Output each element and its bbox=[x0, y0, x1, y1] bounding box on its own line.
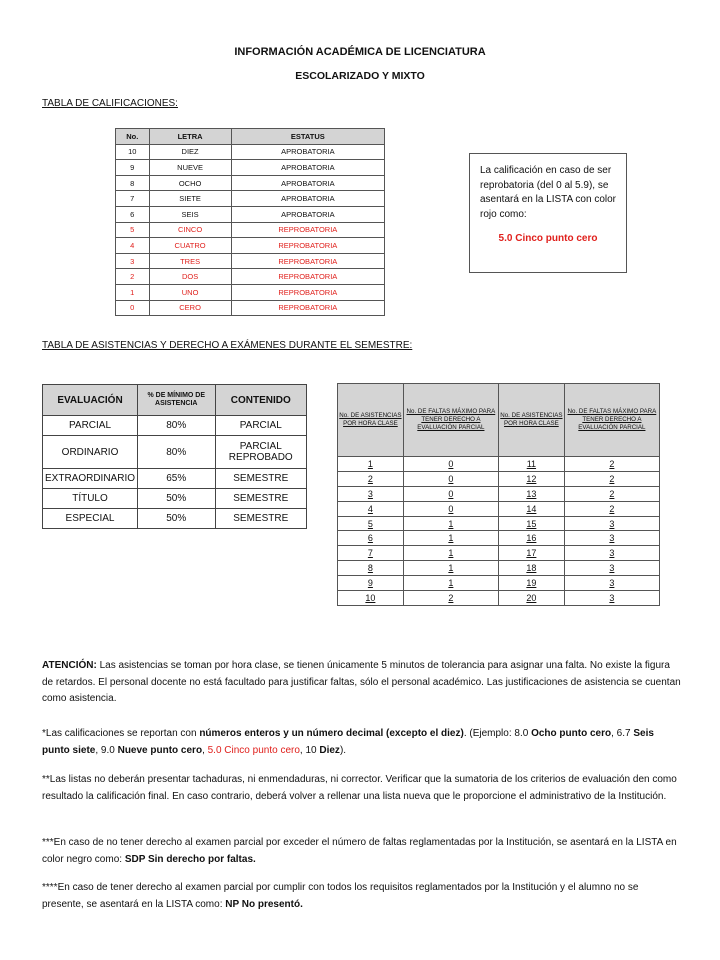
eval-min-attendance: 50% bbox=[138, 489, 215, 509]
att-max-absences-1: 2 bbox=[403, 591, 498, 606]
att-count-2: 20 bbox=[498, 591, 564, 606]
grades-table bbox=[115, 128, 385, 316]
att-max-absences-1: 1 bbox=[403, 546, 498, 561]
eval-row bbox=[43, 509, 307, 529]
grade-letter: DOS bbox=[149, 269, 231, 285]
note3-bold: SDP Sin derecho por faltas. bbox=[124, 853, 256, 865]
grades-row bbox=[116, 253, 385, 269]
att-max-absences-2: 3 bbox=[564, 576, 659, 591]
eval-row bbox=[43, 469, 307, 489]
grades-row bbox=[116, 206, 385, 222]
att-count-2: 14 bbox=[498, 501, 564, 516]
att-count-2: 15 bbox=[498, 516, 564, 531]
note-grades-format bbox=[42, 726, 682, 759]
attendance-row bbox=[338, 591, 660, 606]
grades-row bbox=[116, 160, 385, 176]
grade-status: REPROBATORIA bbox=[231, 269, 384, 285]
att-count-1: 6 bbox=[338, 531, 404, 546]
eval-min-attendance: 80% bbox=[138, 416, 215, 436]
grades-row bbox=[116, 269, 385, 285]
note1-part: , 10 bbox=[299, 744, 320, 756]
attendance-row bbox=[338, 561, 660, 576]
att-max-absences-1: 0 bbox=[403, 501, 498, 516]
grade-status: REPROBATORIA bbox=[231, 238, 384, 254]
att-max-absences-2: 3 bbox=[564, 531, 659, 546]
grade-number: 7 bbox=[116, 191, 150, 207]
grades-row bbox=[116, 191, 385, 207]
attendance-section-heading: TABLA DE ASISTENCIAS Y DERECHO A EXÁMENES DURANTE EL SEMESTRE: bbox=[42, 340, 413, 351]
att-count-2: 12 bbox=[498, 471, 564, 486]
note1-part: , bbox=[202, 744, 208, 756]
eval-row bbox=[43, 489, 307, 509]
grade-letter: CINCO bbox=[149, 222, 231, 238]
grade-letter: TRES bbox=[149, 253, 231, 269]
att-max-absences-1: 1 bbox=[403, 516, 498, 531]
grades-row bbox=[116, 144, 385, 160]
att-header-asistencias-1: No. DE ASISTENCIAS POR HORA CLASE bbox=[338, 384, 404, 457]
att-count-1: 2 bbox=[338, 471, 404, 486]
attendance-table bbox=[337, 383, 660, 606]
grade-number: 3 bbox=[116, 253, 150, 269]
att-count-2: 19 bbox=[498, 576, 564, 591]
att-count-1: 7 bbox=[338, 546, 404, 561]
grades-row bbox=[116, 175, 385, 191]
eval-content: PARCIAL REPROBADO bbox=[215, 436, 307, 469]
att-max-absences-2: 3 bbox=[564, 516, 659, 531]
att-header-asistencias-2: No. DE ASISTENCIAS POR HORA CLASE bbox=[498, 384, 564, 457]
grade-number: 0 bbox=[116, 300, 150, 316]
att-max-absences-2: 3 bbox=[564, 561, 659, 576]
att-max-absences-2: 3 bbox=[564, 546, 659, 561]
att-header-faltas-2: No. DE FALTAS MÁXIMO PARA TENER DERECHO A EVALUACIÓN PARCIAL bbox=[564, 384, 659, 457]
att-max-absences-2: 2 bbox=[564, 501, 659, 516]
grade-number: 10 bbox=[116, 144, 150, 160]
grade-number: 9 bbox=[116, 160, 150, 176]
note-box-text: La calificación en caso de ser reprobatoria (del 0 al 5.9), se asentará en la LISTA con color rojo como: bbox=[480, 165, 617, 220]
grades-row bbox=[116, 222, 385, 238]
note1-part: ). bbox=[339, 744, 347, 756]
att-count-2: 18 bbox=[498, 561, 564, 576]
note1-bold: Seis punto siete bbox=[42, 728, 654, 756]
grade-letter: OCHO bbox=[149, 175, 231, 191]
attendance-row bbox=[338, 546, 660, 561]
att-count-1: 1 bbox=[338, 457, 404, 472]
note-np bbox=[42, 880, 682, 913]
att-count-2: 17 bbox=[498, 546, 564, 561]
grades-row bbox=[116, 300, 385, 316]
grade-number: 1 bbox=[116, 284, 150, 300]
grade-status: REPROBATORIA bbox=[231, 222, 384, 238]
eval-type: ESPECIAL bbox=[43, 509, 138, 529]
grades-header-letra: LETRA bbox=[149, 129, 231, 145]
att-count-1: 3 bbox=[338, 486, 404, 501]
eval-header-evaluacion: EVALUACIÓN bbox=[43, 385, 138, 416]
grade-letter: DIEZ bbox=[149, 144, 231, 160]
grade-letter: SEIS bbox=[149, 206, 231, 222]
att-count-2: 11 bbox=[498, 457, 564, 472]
grade-number: 8 bbox=[116, 175, 150, 191]
note-box-example: 5.0 Cinco punto cero bbox=[498, 233, 598, 244]
note4-text: ****En caso de tener derecho al examen parcial por cumplir con todos los requisitos reglamentados por la Institución y el alumno no se presente, se asentará en la LISTA como: bbox=[42, 882, 639, 910]
grade-letter: SIETE bbox=[149, 191, 231, 207]
note1-part: . (Ejemplo: 8.0 bbox=[463, 728, 532, 739]
eval-min-attendance: 65% bbox=[138, 469, 215, 489]
att-count-1: 5 bbox=[338, 516, 404, 531]
att-count-1: 10 bbox=[338, 591, 404, 606]
note3-text: ***En caso de no tener derecho al examen parcial por exceder el número de faltas reglamentadas por la Institución, se asentará en la LISTA en color negro como: bbox=[42, 837, 677, 865]
note1-part: , 6.7 bbox=[611, 728, 634, 739]
eval-header-asistencia: % DE MÍNIMO DE ASISTENCIA bbox=[138, 385, 215, 416]
grades-row bbox=[116, 238, 385, 254]
evaluation-table bbox=[42, 384, 307, 529]
note1-bold: números enteros y un número decimal (excepto el diez) bbox=[199, 728, 464, 739]
eval-type: ORDINARIO bbox=[43, 436, 138, 469]
att-max-absences-1: 1 bbox=[403, 576, 498, 591]
att-header-faltas-1: No. DE FALTAS MÁXIMO PARA TENER DERECHO A EVALUACIÓN PARCIAL bbox=[403, 384, 498, 457]
note1-bold: Nueve punto cero bbox=[117, 744, 203, 756]
note4-bold: NP No presentó. bbox=[225, 898, 303, 910]
grades-section-heading: TABLA DE CALIFICACIONES: bbox=[42, 98, 178, 109]
document-subtitle: ESCOLARIZADO Y MIXTO bbox=[295, 70, 425, 82]
grade-letter: NUEVE bbox=[149, 160, 231, 176]
eval-row bbox=[43, 436, 307, 469]
note1-red-example: 5.0 Cinco punto cero bbox=[207, 744, 300, 756]
att-count-1: 8 bbox=[338, 561, 404, 576]
eval-min-attendance: 80% bbox=[138, 436, 215, 469]
eval-type: EXTRAORDINARIO bbox=[43, 469, 138, 489]
document-title: INFORMACIÓN ACADÉMICA DE LICENCIATURA bbox=[234, 46, 486, 58]
grade-letter: CERO bbox=[149, 300, 231, 316]
att-max-absences-1: 0 bbox=[403, 457, 498, 472]
att-count-1: 9 bbox=[338, 576, 404, 591]
attendance-row bbox=[338, 471, 660, 486]
atencion-label: ATENCIÓN: bbox=[42, 660, 97, 671]
eval-content: SEMESTRE bbox=[215, 469, 307, 489]
grade-status: REPROBATORIA bbox=[231, 253, 384, 269]
note1-part: , 9.0 bbox=[95, 744, 118, 756]
att-max-absences-2: 2 bbox=[564, 486, 659, 501]
eval-content: SEMESTRE bbox=[215, 489, 307, 509]
att-max-absences-2: 2 bbox=[564, 471, 659, 486]
attendance-row bbox=[338, 486, 660, 501]
grade-status: APROBATORIA bbox=[231, 175, 384, 191]
att-count-2: 13 bbox=[498, 486, 564, 501]
note-lists-format: **Las listas no deberán presentar tachaduras, ni enmendaduras, ni corrector. Verificar que la sumatoria de los criterios de evaluación den como resultado la calificación final. En caso contrario, deberá volver a rellenar una lista nueva que le proporcione el administrativo de la Institución. bbox=[42, 774, 677, 802]
att-max-absences-2: 2 bbox=[564, 457, 659, 472]
failing-grade-note-box bbox=[469, 153, 627, 273]
grade-number: 5 bbox=[116, 222, 150, 238]
atencion-paragraph bbox=[42, 658, 682, 708]
grade-status: APROBATORIA bbox=[231, 206, 384, 222]
grade-status: APROBATORIA bbox=[231, 144, 384, 160]
att-max-absences-1: 1 bbox=[403, 561, 498, 576]
attendance-row bbox=[338, 516, 660, 531]
eval-type: TÍTULO bbox=[43, 489, 138, 509]
note1-bold: Ocho punto cero bbox=[531, 728, 612, 739]
grades-header-estatus: ESTATUS bbox=[231, 129, 384, 145]
grades-header-no: No. bbox=[116, 129, 150, 145]
attendance-row bbox=[338, 576, 660, 591]
grade-status: APROBATORIA bbox=[231, 160, 384, 176]
note1-part: *Las calificaciones se reportan con bbox=[42, 728, 200, 739]
att-max-absences-2: 3 bbox=[564, 591, 659, 606]
note1-bold: Diez bbox=[319, 744, 340, 756]
note-sdp bbox=[42, 835, 682, 868]
grade-status: APROBATORIA bbox=[231, 191, 384, 207]
attendance-row bbox=[338, 501, 660, 516]
eval-header-contenido: CONTENIDO bbox=[215, 385, 307, 416]
att-max-absences-1: 0 bbox=[403, 471, 498, 486]
eval-min-attendance: 50% bbox=[138, 509, 215, 529]
att-count-2: 16 bbox=[498, 531, 564, 546]
att-max-absences-1: 1 bbox=[403, 531, 498, 546]
att-max-absences-1: 0 bbox=[403, 486, 498, 501]
eval-row bbox=[43, 416, 307, 436]
grade-number: 4 bbox=[116, 238, 150, 254]
grade-number: 6 bbox=[116, 206, 150, 222]
att-count-1: 4 bbox=[338, 501, 404, 516]
eval-content: PARCIAL bbox=[215, 416, 307, 436]
grade-letter: CUATRO bbox=[149, 238, 231, 254]
grade-letter: UNO bbox=[149, 284, 231, 300]
grade-number: 2 bbox=[116, 269, 150, 285]
eval-content: SEMESTRE bbox=[215, 509, 307, 529]
attendance-row bbox=[338, 531, 660, 546]
grades-row bbox=[116, 284, 385, 300]
eval-type: PARCIAL bbox=[43, 416, 138, 436]
grade-status: REPROBATORIA bbox=[231, 300, 384, 316]
attendance-row bbox=[338, 457, 660, 472]
atencion-text: Las asistencias se toman por hora clase, se tienen únicamente 5 minutos de tolerancia para asignar una falta. No existe la figura de retardos. El personal docente no está facultado para justificar faltas, sólo el personal académico. Las justificaciones de asistencia se cuentan como asistencia. bbox=[42, 660, 681, 704]
grade-status: REPROBATORIA bbox=[231, 284, 384, 300]
